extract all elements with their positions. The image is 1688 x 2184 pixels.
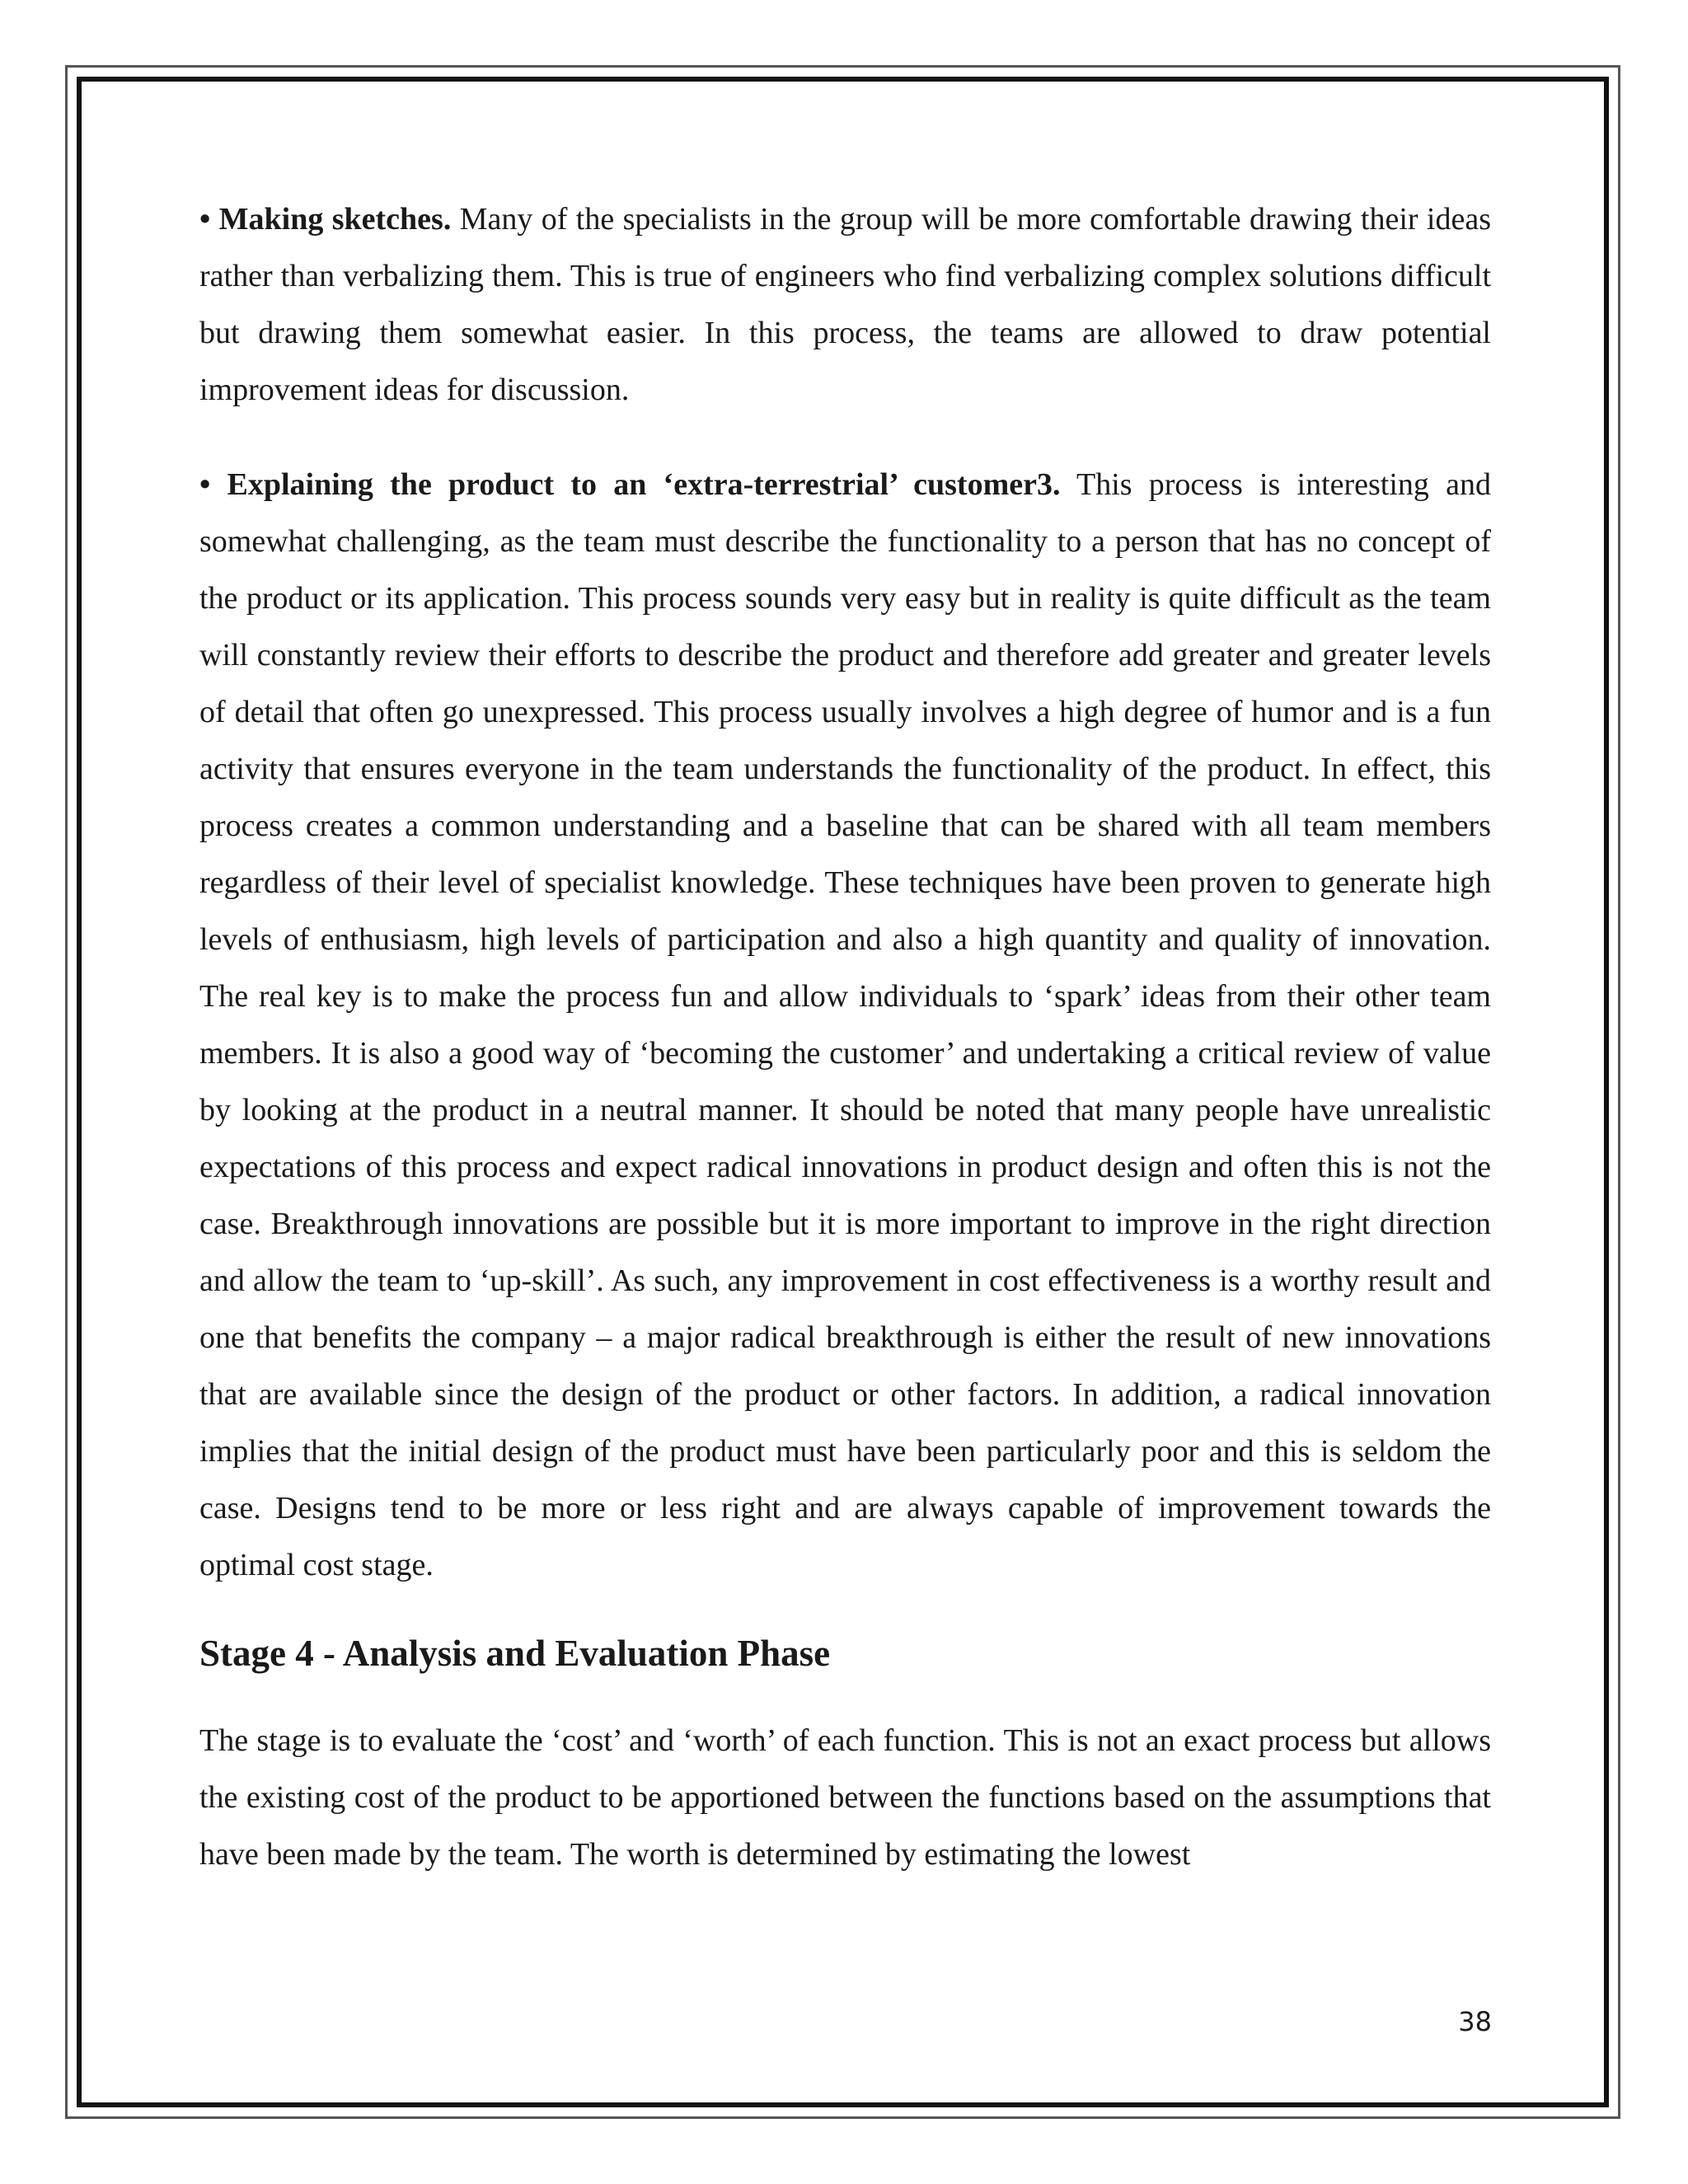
paragraph-extra-terrestrial [199, 457, 1491, 1594]
paragraph-lead: • Making sketches. [199, 202, 452, 237]
paragraph-text: This process is interesting and somewhat challenging, as the team must describe the functionality to a person that has no concept of the product or its application. This process sounds very easy but in reality is quite difficult as the team will constantly review their efforts to describe the product and therefore add greater and greater levels of detail that often go unexpressed. This process usually involves a high degree of humor and is a fun activity that ensures everyone in the team understands the functionality of the product. In effect, this process creates a common understanding and a baseline that can be shared with all team members regardless of their level of specialist knowledge. These techniques have been proven to generate high levels of enthusiasm, high levels of participation and also a high quantity and quality of innovation. The real key is to make the process fun and allow individuals to ‘spark’ ideas from their other team members. It is also a good way of ‘becoming the customer’ and undertaking a critical review of value by looking at the product in a neutral manner. It should be noted that many people have unrealistic expectations of this process and expect radical innovations in product design and often this is not the case. Breakthrough innovations are possible but it is more important to improve in the right direction and allow the team to ‘up-skill’. As such, any improvement in cost effectiveness is a worthy result and one that benefits the company – a major radical breakthrough is either the result of new innovations that are available since the design of the product or other factors. In addition, a radical innovation implies that the initial design of the product must have been particularly poor and this is seldom the case. Designs tend to be more or less right and are always capable of improvement towards the optimal cost stage. [199, 467, 1492, 1582]
page-number: 38 [1458, 2006, 1492, 2037]
paragraph-lead: • Explaining the product to an ‘extra-terrestrial’ customer3. [199, 467, 1061, 502]
paragraph-text: Many of the specialists in the group will be more comfortable drawing their ideas rather than verbalizing them. This is true of engineers who find verbalizing complex solutions difficult but drawing them somewhat easier. In this process, the teams are allowed to draw potential improvement ideas for discussion. [199, 202, 1492, 407]
paragraph-making-sketches [199, 191, 1491, 419]
paragraph-stage-4: The stage is to evaluate the ‘cost’ and ‘worth’ of each function. This is not an exact process but allows the existing cost of the product to be apportioned between the functions based on the assumptions that have been made by the team. The worth is determined by estimating the lowest [199, 1723, 1491, 1872]
section-heading: Stage 4 - Analysis and Evaluation Phase [199, 1633, 831, 1674]
page-content [199, 191, 1491, 1883]
